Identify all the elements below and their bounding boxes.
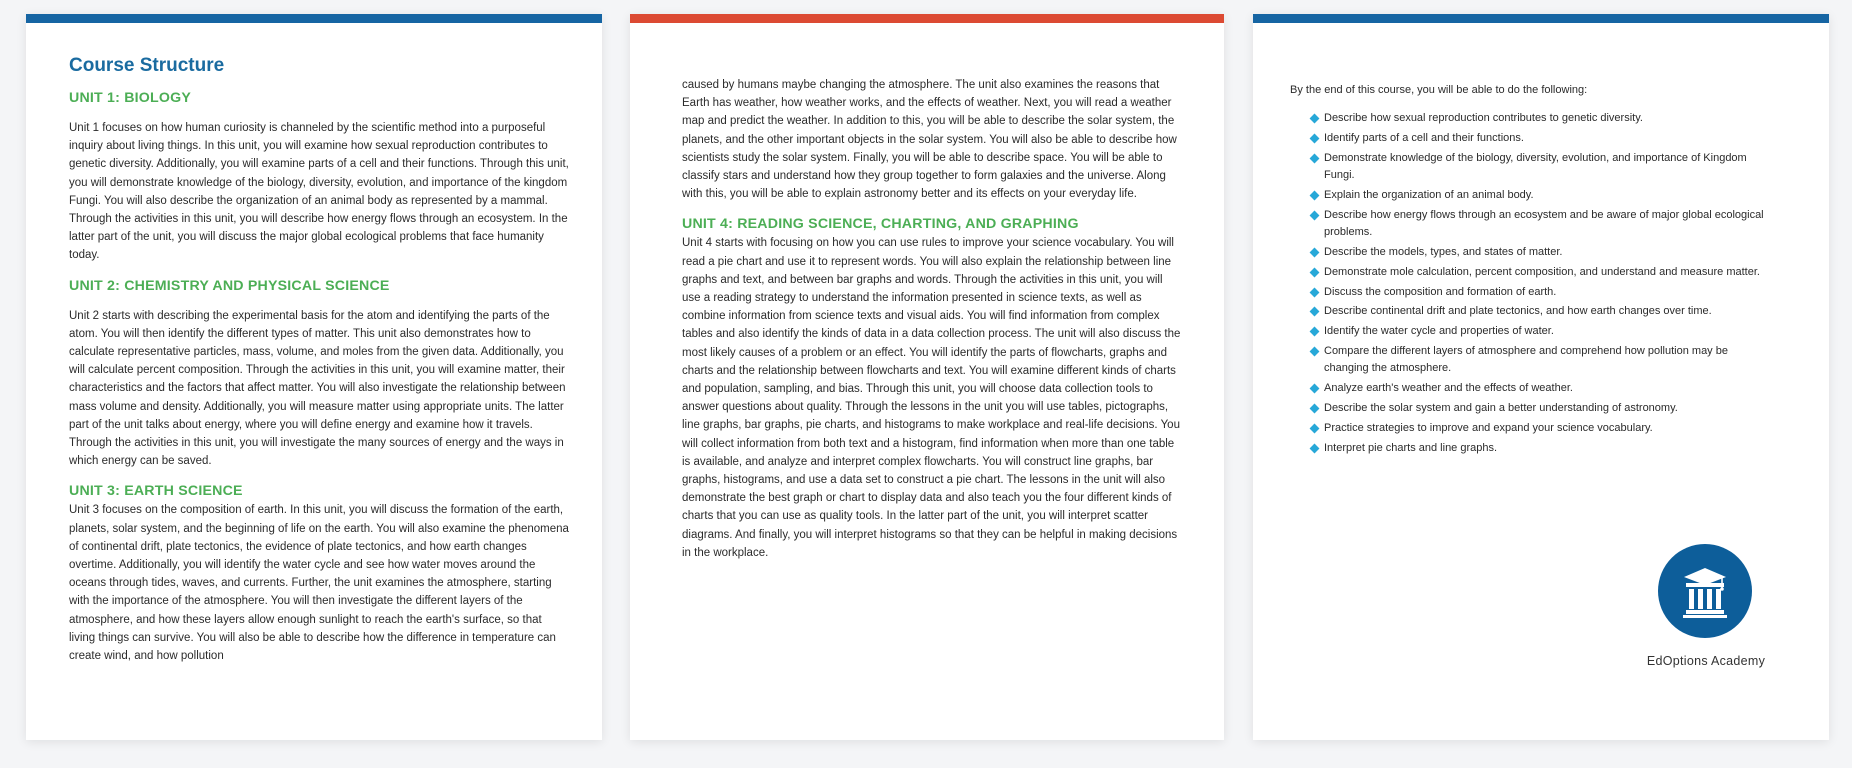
objective-item bbox=[1290, 110, 1770, 127]
objective-text: Discuss the composition and formation of earth. bbox=[1324, 285, 1557, 298]
objective-text: Identify parts of a cell and their functions. bbox=[1324, 132, 1524, 144]
diamond-bullet-icon bbox=[1310, 114, 1320, 124]
brand-name: EdOptions Academy bbox=[1646, 654, 1766, 668]
page-2-content bbox=[682, 76, 1182, 562]
unit-3-continued-text: caused by humans maybe changing the atmosphere. The unit also examines the reasons that Earth has weather, how weather works, and the effects of weather. Next, you will read a weather map and predict the weather. In addition to this, you will be able to describe the solar system, the planets, and the other important objects in the solar system. You will also be able to describe how scientists study the solar system. Finally, you will be able to describe space. You will be able to classify stars and understand how they group together to form galaxies and the universe. Along with this, you will be able to explain astronomy better and its effects on your everyday life. bbox=[682, 79, 1177, 201]
objective-text: Demonstrate knowledge of the biology, diversity, evolution, and importance of Kingdom Fungi. bbox=[1324, 151, 1747, 182]
document-page-2 bbox=[630, 14, 1224, 740]
objective-text: Describe how energy flows through an ecosystem and be aware of major global ecological problems. bbox=[1324, 208, 1764, 239]
diamond-bullet-icon bbox=[1310, 287, 1320, 297]
unit-4-text: Unit 4 starts with focusing on how you can use rules to improve your science vocabulary. You will read a pie chart and use it to represent words. You will also explain the relationship between line graphs and text, and between bar graphs and words. Through the activities in this unit, you will use a reading strategy to understand the information presented in science texts, as well as combine information from science texts and visual aids. You will find information from complex tables and also identify the kinds of data in a data collection process. The unit will also discuss the most likely causes of a problem or an effect. You will identify the parts of flowcharts, graphs and charts and the relationship between flowcharts and text. You will examine different kinds of charts and population, sampling, and bias. Through this unit, you will choose data collection tools to answer questions about quality. Through the lessons in the unit you will use tables, pictographs, line graphs, bar graphs, pie charts, and histograms to make workplace and real-life decisions. You will collect information from both text and a histogram, find information when more than one table is available, and analyze and interpret complex flowcharts. You will construct line graphs, bar graphs, histograms, and use a data set to construct a pie chart. The lessons in the unit will also demonstrate the best graph or chart to display data and also teach you the four different kinds of charts that you can use as quality tools. In the latter part of the unit, you will interpret scatter diagrams. And finally, you will interpret histograms so that they can be helpful in making decisions in the workplace. bbox=[682, 237, 1181, 559]
unit-3-text: Unit 3 focuses on the composition of earth. In this unit, you will discuss the formation of the earth, planets, solar system, and the beginning of life on the earth. You will also examine the phenomena of continental drift, plate tectonics, the evidence of plate tectonics, and how earth changes overtime. Additionally, you will identify the water cycle and see how water moves around the oceans through tides, waves, and currents. Further, the unit examines the atmosphere, starting with the importance of the atmosphere. You will then investigate the different layers of the atmosphere, and how these layers allow enough sunlight to reach the earth's surface, so that living things can survive. You will also be able to describe how the difference in temperature can create wind, and how pollution bbox=[69, 504, 569, 663]
objective-item bbox=[1290, 440, 1770, 457]
objective-text: Practice strategies to improve and expand your science vocabulary. bbox=[1324, 421, 1653, 434]
diamond-bullet-icon bbox=[1310, 347, 1320, 357]
objective-item bbox=[1290, 264, 1770, 281]
objective-item bbox=[1290, 244, 1770, 261]
objectives-intro: By the end of this course, you will be able to do the following: bbox=[1290, 84, 1588, 96]
objective-text: Describe the models, types, and states of matter. bbox=[1324, 246, 1563, 258]
page-3-content bbox=[1290, 81, 1770, 459]
objective-text: Analyze earth's weather and the effects of weather. bbox=[1324, 382, 1573, 395]
objective-item bbox=[1290, 400, 1770, 417]
objective-item bbox=[1290, 187, 1770, 204]
objective-item bbox=[1290, 343, 1770, 378]
diamond-bullet-icon bbox=[1310, 443, 1320, 453]
objective-item bbox=[1290, 207, 1770, 242]
academy-pillars-icon bbox=[1658, 544, 1752, 638]
diamond-bullet-icon bbox=[1310, 134, 1320, 144]
page-top-bar bbox=[26, 14, 602, 23]
unit-4-heading: UNIT 4: READING SCIENCE, CHARTING, AND GRAPHING bbox=[682, 216, 1079, 233]
objective-text: Describe how sexual reproduction contributes to genetic diversity. bbox=[1324, 112, 1643, 125]
objective-item bbox=[1290, 130, 1770, 147]
objective-text: Describe continental drift and plate tectonics, and how earth changes over time. bbox=[1324, 305, 1712, 318]
page-1-content bbox=[69, 54, 569, 665]
diamond-bullet-icon bbox=[1310, 327, 1320, 337]
objective-text: Interpret pie charts and line graphs. bbox=[1324, 441, 1498, 454]
unit-1-text: Unit 1 focuses on how human curiosity is channeled by the scientific method into a purposeful inquiry about living things. In this unit, you will examine how sexual reproduction contributes to genetic diversity. Additionally, you will examine parts of a cell and their functions. Through this unit, you will demonstrate knowledge of the biology, diversity, evolution, and importance of the kingdom Fungi. You will also describe the organization of an animal body as represented by a mammal. Through the activities in this unit, you will describe how energy flows through an ecosystem. In the latter part of the unit, you will discuss the major global ecological problems that face humanity today. bbox=[69, 122, 569, 262]
objective-text: Demonstrate mole calculation, percent composition, and understand and measure matter. bbox=[1324, 265, 1760, 278]
document-page-3 bbox=[1253, 14, 1829, 740]
unit-3-heading: UNIT 3: EARTH SCIENCE bbox=[69, 483, 243, 500]
objective-text: Identify the water cycle and properties of water. bbox=[1324, 325, 1554, 338]
diamond-bullet-icon bbox=[1310, 404, 1320, 414]
diamond-bullet-icon bbox=[1310, 384, 1320, 394]
objective-item bbox=[1290, 150, 1770, 185]
document-page-1 bbox=[26, 14, 602, 740]
unit-2-heading: UNIT 2: CHEMISTRY AND PHYSICAL SCIENCE bbox=[69, 277, 390, 294]
objective-item bbox=[1290, 303, 1770, 320]
diamond-bullet-icon bbox=[1310, 248, 1320, 258]
objective-text: Compare the different layers of atmosphere and comprehend how pollution may be changing the atmosphere. bbox=[1324, 344, 1728, 375]
diamond-bullet-icon bbox=[1310, 210, 1320, 220]
objective-item bbox=[1290, 380, 1770, 397]
objective-item bbox=[1290, 284, 1770, 301]
objective-text: Explain the organization of an animal body. bbox=[1324, 189, 1534, 201]
unit-1-heading: UNIT 1: BIOLOGY bbox=[69, 90, 192, 106]
diamond-bullet-icon bbox=[1310, 307, 1320, 317]
page-top-bar bbox=[630, 14, 1224, 23]
objectives-list bbox=[1290, 110, 1770, 457]
unit-2-text: Unit 2 starts with describing the experimental basis for the atom and identifying the parts of the atom. You will then identify the different types of matter. This unit also demonstrates how to calculate representative particles, mass, volume, and moles from the given data. Additionally, you will calculate percent composition. Through the activities in this unit, you will examine matter, their characteristics and the factors that affect matter. You will also investigate the relationship between mass volume and density. Additionally, you will measure matter using appropriate units. The latter part of the unit talks about energy, where you will define energy and examine how it travels. Through the activities in this unit, you will investigate the many sources of energy and the ways in which energy can be saved. bbox=[69, 309, 566, 468]
diamond-bullet-icon bbox=[1310, 191, 1320, 201]
objective-text: Describe the solar system and gain a better understanding of astronomy. bbox=[1324, 401, 1678, 414]
diamond-bullet-icon bbox=[1310, 423, 1320, 433]
diamond-bullet-icon bbox=[1310, 267, 1320, 277]
page-top-bar bbox=[1253, 14, 1829, 23]
page-title: Course Structure bbox=[69, 55, 225, 76]
objective-item bbox=[1290, 323, 1770, 340]
diamond-bullet-icon bbox=[1310, 153, 1320, 163]
objective-item bbox=[1290, 420, 1770, 437]
